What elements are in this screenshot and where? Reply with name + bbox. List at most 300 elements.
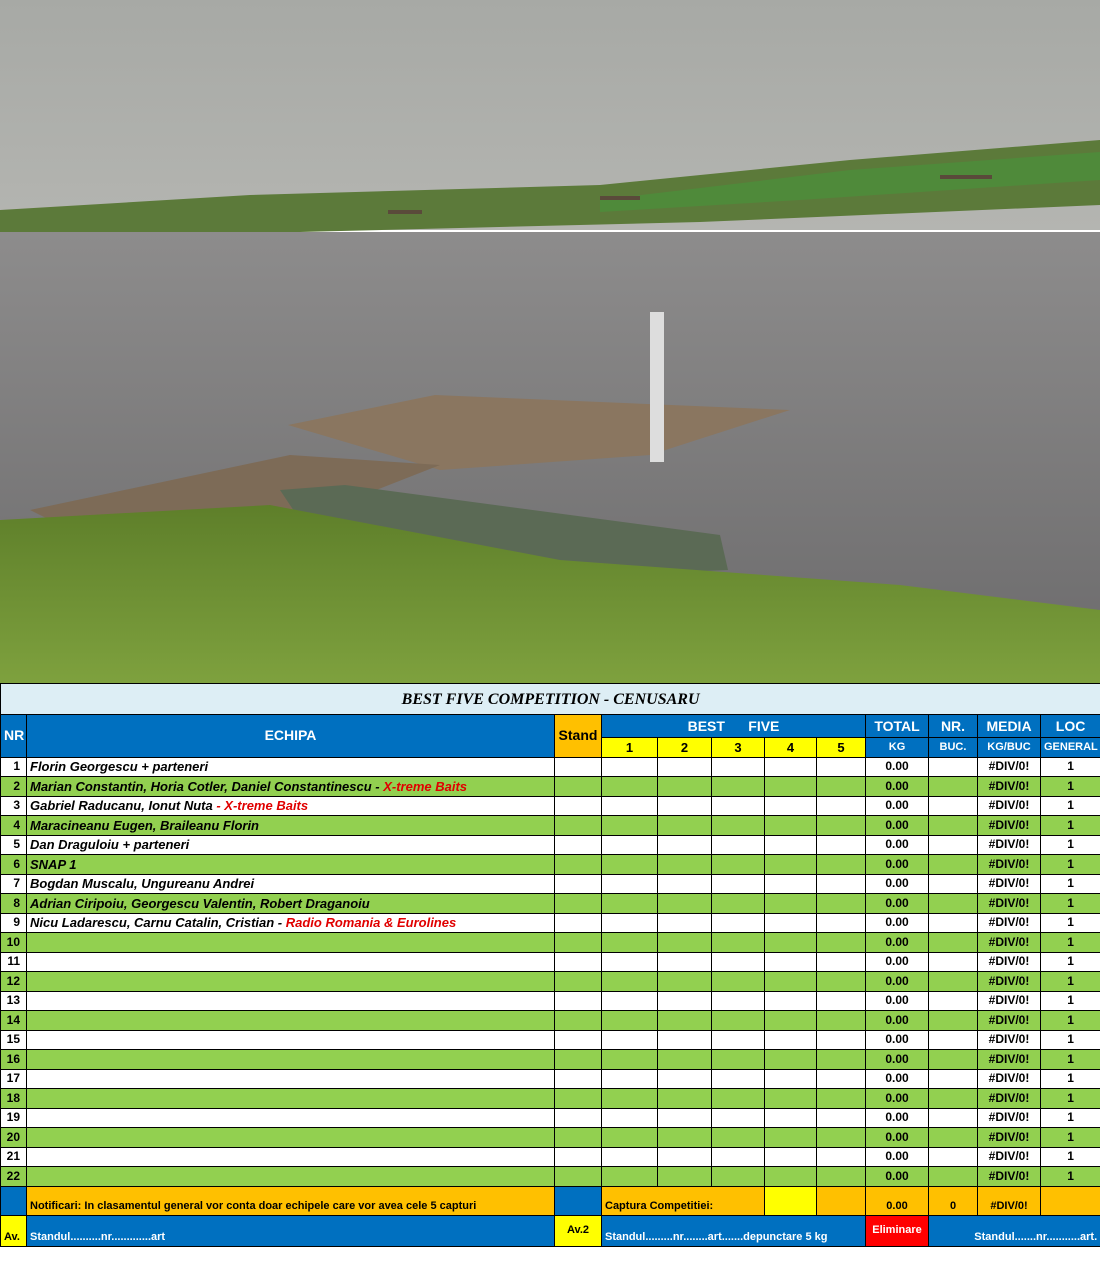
row-total-kg: 0.00 bbox=[866, 835, 929, 855]
table-row bbox=[1, 796, 1100, 816]
row-best-2-cell[interactable] bbox=[658, 913, 712, 933]
row-total-kg: 0.00 bbox=[866, 894, 929, 914]
header-buc: BUC. bbox=[929, 738, 978, 758]
row-best-3-cell[interactable] bbox=[712, 1108, 765, 1128]
header-best-five bbox=[602, 715, 866, 738]
table-row bbox=[1, 757, 1100, 777]
row-best-4-cell[interactable] bbox=[765, 1108, 817, 1128]
row-best-2-cell[interactable] bbox=[658, 874, 712, 894]
row-nr-buc-cell[interactable] bbox=[929, 1128, 978, 1148]
table-row bbox=[1, 1108, 1100, 1128]
footer-blue-cell-2 bbox=[555, 1186, 602, 1215]
row-team[interactable] bbox=[27, 972, 555, 992]
row-best-5-cell[interactable] bbox=[817, 894, 866, 914]
row-total-kg: 0.00 bbox=[866, 1167, 929, 1187]
row-team[interactable] bbox=[27, 1030, 555, 1050]
row-nr: 7 bbox=[1, 874, 27, 894]
row-stand-cell[interactable] bbox=[555, 933, 602, 953]
header-col-4: 4 bbox=[765, 738, 817, 758]
row-loc: 1 bbox=[1041, 952, 1100, 972]
header-media: MEDIA bbox=[978, 715, 1041, 738]
row-best-2-cell[interactable] bbox=[658, 991, 712, 1011]
row-best-5-cell[interactable] bbox=[817, 1089, 866, 1109]
row-best-1-cell[interactable] bbox=[602, 1089, 658, 1109]
row-best-4-cell[interactable] bbox=[765, 991, 817, 1011]
row-nr: 5 bbox=[1, 835, 27, 855]
row-best-5-cell[interactable] bbox=[817, 816, 866, 836]
row-best-2-cell[interactable] bbox=[658, 1147, 712, 1167]
table-row bbox=[1, 835, 1100, 855]
row-best-1-cell[interactable] bbox=[602, 1147, 658, 1167]
team-name: Dan Draguloiu + parteneri bbox=[30, 837, 190, 853]
row-loc: 1 bbox=[1041, 894, 1100, 914]
row-team[interactable] bbox=[27, 796, 555, 816]
footer-orange-cell bbox=[817, 1186, 866, 1215]
results-sheet bbox=[0, 683, 1100, 1263]
row-best-3-cell[interactable] bbox=[712, 1030, 765, 1050]
row-nr: 16 bbox=[1, 1050, 27, 1070]
row-best-4-cell[interactable] bbox=[765, 855, 817, 875]
row-stand-cell[interactable] bbox=[555, 816, 602, 836]
row-best-1-cell[interactable] bbox=[602, 1167, 658, 1187]
row-total-kg: 0.00 bbox=[866, 855, 929, 875]
team-name: Adrian Ciripoiu, Georgescu Valentin, Robert Draganoiu bbox=[30, 895, 370, 911]
table-row bbox=[1, 1050, 1100, 1070]
team-sponsor: X-treme Baits bbox=[383, 778, 468, 794]
row-best-4-cell[interactable] bbox=[765, 1147, 817, 1167]
row-nr-buc-cell[interactable] bbox=[929, 991, 978, 1011]
row-stand-cell[interactable] bbox=[555, 835, 602, 855]
row-team[interactable] bbox=[27, 1011, 555, 1031]
row-nr-buc-cell[interactable] bbox=[929, 913, 978, 933]
footer-orange-cell-2 bbox=[1041, 1186, 1100, 1215]
row-stand-cell[interactable] bbox=[555, 1147, 602, 1167]
table-row bbox=[1, 816, 1100, 836]
row-stand-cell[interactable] bbox=[555, 855, 602, 875]
table-row bbox=[1, 1089, 1100, 1109]
team-name: Nicu Ladarescu, Carnu Catalin, Cristian - bbox=[30, 915, 286, 931]
row-loc: 1 bbox=[1041, 1069, 1100, 1089]
row-best-1-cell[interactable] bbox=[602, 855, 658, 875]
table-row bbox=[1, 933, 1100, 953]
row-total-kg: 0.00 bbox=[866, 1147, 929, 1167]
header-stand: Stand bbox=[555, 715, 602, 758]
row-best-3-cell[interactable] bbox=[712, 894, 765, 914]
row-total-kg: 0.00 bbox=[866, 933, 929, 953]
row-best-4-cell[interactable] bbox=[765, 874, 817, 894]
row-nr: 9 bbox=[1, 913, 27, 933]
row-media: #DIV/0! bbox=[978, 1108, 1041, 1128]
row-best-2-cell[interactable] bbox=[658, 816, 712, 836]
row-best-1-cell[interactable] bbox=[602, 952, 658, 972]
row-best-5-cell[interactable] bbox=[817, 757, 866, 777]
row-best-4-cell[interactable] bbox=[765, 1050, 817, 1070]
row-nr: 6 bbox=[1, 855, 27, 875]
row-best-1-cell[interactable] bbox=[602, 816, 658, 836]
row-media: #DIV/0! bbox=[978, 894, 1041, 914]
row-team[interactable] bbox=[27, 1147, 555, 1167]
row-best-2-cell[interactable] bbox=[658, 855, 712, 875]
row-best-4-cell[interactable] bbox=[765, 1089, 817, 1109]
row-nr-buc-cell[interactable] bbox=[929, 757, 978, 777]
row-best-2-cell[interactable] bbox=[658, 835, 712, 855]
row-best-1-cell[interactable] bbox=[602, 894, 658, 914]
row-stand-cell[interactable] bbox=[555, 1108, 602, 1128]
row-stand-cell[interactable] bbox=[555, 972, 602, 992]
row-best-5-cell[interactable] bbox=[817, 1147, 866, 1167]
row-best-1-cell[interactable] bbox=[602, 757, 658, 777]
table-row bbox=[1, 1069, 1100, 1089]
row-best-5-cell[interactable] bbox=[817, 933, 866, 953]
row-nr-buc-cell[interactable] bbox=[929, 1167, 978, 1187]
row-best-3-cell[interactable] bbox=[712, 1089, 765, 1109]
row-loc: 1 bbox=[1041, 972, 1100, 992]
row-team[interactable] bbox=[27, 894, 555, 914]
row-loc: 1 bbox=[1041, 777, 1100, 797]
row-best-3-cell[interactable] bbox=[712, 757, 765, 777]
row-team[interactable] bbox=[27, 1069, 555, 1089]
row-team[interactable] bbox=[27, 816, 555, 836]
row-best-3-cell[interactable] bbox=[712, 913, 765, 933]
row-team[interactable] bbox=[27, 1108, 555, 1128]
team-name: Florin Georgescu + parteneri bbox=[30, 759, 209, 775]
row-best-5-cell[interactable] bbox=[817, 913, 866, 933]
row-best-2-cell[interactable] bbox=[658, 1050, 712, 1070]
table-row bbox=[1, 972, 1100, 992]
row-nr-buc-cell[interactable] bbox=[929, 796, 978, 816]
row-nr: 17 bbox=[1, 1069, 27, 1089]
row-nr: 4 bbox=[1, 816, 27, 836]
row-media: #DIV/0! bbox=[978, 757, 1041, 777]
row-nr-buc-cell[interactable] bbox=[929, 1011, 978, 1031]
row-team[interactable] bbox=[27, 1167, 555, 1187]
row-best-3-cell[interactable] bbox=[712, 1050, 765, 1070]
row-nr: 3 bbox=[1, 796, 27, 816]
header-best: BEST bbox=[687, 717, 725, 734]
row-media: #DIV/0! bbox=[978, 1128, 1041, 1148]
row-best-2-cell[interactable] bbox=[658, 1030, 712, 1050]
row-stand-cell[interactable] bbox=[555, 1011, 602, 1031]
row-best-2-cell[interactable] bbox=[658, 972, 712, 992]
row-nr: 1 bbox=[1, 757, 27, 777]
row-stand-cell[interactable] bbox=[555, 991, 602, 1011]
header-general: GENERAL bbox=[1041, 738, 1100, 758]
row-nr-buc-cell[interactable] bbox=[929, 855, 978, 875]
row-stand-cell[interactable] bbox=[555, 1030, 602, 1050]
row-total-kg: 0.00 bbox=[866, 913, 929, 933]
row-loc: 1 bbox=[1041, 835, 1100, 855]
row-best-3-cell[interactable] bbox=[712, 1147, 765, 1167]
row-nr-buc-cell[interactable] bbox=[929, 835, 978, 855]
row-best-4-cell[interactable] bbox=[765, 1069, 817, 1089]
row-media: #DIV/0! bbox=[978, 1011, 1041, 1031]
row-best-5-cell[interactable] bbox=[817, 1167, 866, 1187]
table-row bbox=[1, 1011, 1100, 1031]
row-best-1-cell[interactable] bbox=[602, 874, 658, 894]
row-nr-buc-cell[interactable] bbox=[929, 972, 978, 992]
row-total-kg: 0.00 bbox=[866, 816, 929, 836]
row-total-kg: 0.00 bbox=[866, 991, 929, 1011]
row-total-kg: 0.00 bbox=[866, 1030, 929, 1050]
row-nr: 20 bbox=[1, 1128, 27, 1148]
header-kgbuc: KG/BUC bbox=[978, 738, 1041, 758]
row-best-5-cell[interactable] bbox=[817, 1030, 866, 1050]
footer-blue-cell bbox=[1, 1186, 27, 1215]
row-stand-cell[interactable] bbox=[555, 1069, 602, 1089]
row-best-5-cell[interactable] bbox=[817, 874, 866, 894]
table-row bbox=[1, 1167, 1100, 1187]
row-nr-buc-cell[interactable] bbox=[929, 777, 978, 797]
row-total-kg: 0.00 bbox=[866, 1011, 929, 1031]
row-best-2-cell[interactable] bbox=[658, 1089, 712, 1109]
row-stand-cell[interactable] bbox=[555, 874, 602, 894]
footer-av: Av. bbox=[1, 1215, 27, 1246]
row-nr: 10 bbox=[1, 933, 27, 953]
row-nr-buc-cell[interactable] bbox=[929, 1069, 978, 1089]
row-media: #DIV/0! bbox=[978, 991, 1041, 1011]
row-stand-cell[interactable] bbox=[555, 777, 602, 797]
row-nr: 15 bbox=[1, 1030, 27, 1050]
row-media: #DIV/0! bbox=[978, 1030, 1041, 1050]
row-stand-cell[interactable] bbox=[555, 952, 602, 972]
row-team[interactable] bbox=[27, 757, 555, 777]
row-best-4-cell[interactable] bbox=[765, 1128, 817, 1148]
row-best-2-cell[interactable] bbox=[658, 894, 712, 914]
row-best-4-cell[interactable] bbox=[765, 835, 817, 855]
row-total-kg: 0.00 bbox=[866, 1089, 929, 1109]
row-best-5-cell[interactable] bbox=[817, 1128, 866, 1148]
row-best-4-cell[interactable] bbox=[765, 913, 817, 933]
row-best-2-cell[interactable] bbox=[658, 1069, 712, 1089]
footer-captura-nr: 0 bbox=[929, 1186, 978, 1215]
row-best-5-cell[interactable] bbox=[817, 991, 866, 1011]
header-col-1: 1 bbox=[602, 738, 658, 758]
row-loc: 1 bbox=[1041, 933, 1100, 953]
row-best-4-cell[interactable] bbox=[765, 952, 817, 972]
table-row bbox=[1, 1128, 1100, 1148]
row-total-kg: 0.00 bbox=[866, 874, 929, 894]
row-nr: 12 bbox=[1, 972, 27, 992]
team-name: SNAP 1 bbox=[30, 856, 77, 872]
row-best-4-cell[interactable] bbox=[765, 777, 817, 797]
row-best-4-cell[interactable] bbox=[765, 796, 817, 816]
row-best-5-cell[interactable] bbox=[817, 972, 866, 992]
row-total-kg: 0.00 bbox=[866, 777, 929, 797]
row-nr: 21 bbox=[1, 1147, 27, 1167]
row-nr: 2 bbox=[1, 777, 27, 797]
row-media: #DIV/0! bbox=[978, 1050, 1041, 1070]
table-row bbox=[1, 855, 1100, 875]
row-media: #DIV/0! bbox=[978, 816, 1041, 836]
row-nr: 8 bbox=[1, 894, 27, 914]
row-team[interactable] bbox=[27, 913, 555, 933]
row-best-3-cell[interactable] bbox=[712, 952, 765, 972]
row-best-1-cell[interactable] bbox=[602, 1108, 658, 1128]
row-best-5-cell[interactable] bbox=[817, 777, 866, 797]
row-best-4-cell[interactable] bbox=[765, 1011, 817, 1031]
row-media: #DIV/0! bbox=[978, 1069, 1041, 1089]
row-best-3-cell[interactable] bbox=[712, 972, 765, 992]
header-col-3: 3 bbox=[712, 738, 765, 758]
row-nr: 11 bbox=[1, 952, 27, 972]
row-best-4-cell[interactable] bbox=[765, 757, 817, 777]
row-team[interactable] bbox=[27, 952, 555, 972]
row-best-1-cell[interactable] bbox=[602, 1128, 658, 1148]
row-total-kg: 0.00 bbox=[866, 1128, 929, 1148]
row-stand-cell[interactable] bbox=[555, 1128, 602, 1148]
row-best-5-cell[interactable] bbox=[817, 1069, 866, 1089]
results-table bbox=[0, 683, 1100, 1247]
footer-standul-1: Standul..........nr.............art bbox=[27, 1215, 555, 1246]
row-nr-buc-cell[interactable] bbox=[929, 874, 978, 894]
row-best-3-cell[interactable] bbox=[712, 991, 765, 1011]
row-stand-cell[interactable] bbox=[555, 1050, 602, 1070]
row-nr: 14 bbox=[1, 1011, 27, 1031]
row-best-3-cell[interactable] bbox=[712, 796, 765, 816]
sheet-title: BEST FIVE COMPETITION - CENUSARU bbox=[1, 684, 1100, 715]
row-team[interactable] bbox=[27, 835, 555, 855]
table-row bbox=[1, 894, 1100, 914]
row-best-3-cell[interactable] bbox=[712, 855, 765, 875]
row-best-2-cell[interactable] bbox=[658, 796, 712, 816]
row-nr-buc-cell[interactable] bbox=[929, 933, 978, 953]
team-sponsor: - X-treme Baits bbox=[216, 798, 309, 814]
row-best-3-cell[interactable] bbox=[712, 1011, 765, 1031]
footer-captura-total: 0.00 bbox=[866, 1186, 929, 1215]
row-best-5-cell[interactable] bbox=[817, 1050, 866, 1070]
row-best-3-cell[interactable] bbox=[712, 1069, 765, 1089]
row-loc: 1 bbox=[1041, 1050, 1100, 1070]
row-best-2-cell[interactable] bbox=[658, 1128, 712, 1148]
header-kg: KG bbox=[866, 738, 929, 758]
row-best-1-cell[interactable] bbox=[602, 933, 658, 953]
row-best-3-cell[interactable] bbox=[712, 933, 765, 953]
row-loc: 1 bbox=[1041, 1167, 1100, 1187]
row-best-3-cell[interactable] bbox=[712, 1128, 765, 1148]
row-nr-buc-cell[interactable] bbox=[929, 1030, 978, 1050]
row-best-1-cell[interactable] bbox=[602, 991, 658, 1011]
row-best-5-cell[interactable] bbox=[817, 855, 866, 875]
footer-av2: Av.2 bbox=[555, 1215, 602, 1246]
header-five: FIVE bbox=[748, 717, 780, 734]
header-col-5: 5 bbox=[817, 738, 866, 758]
row-best-1-cell[interactable] bbox=[602, 1030, 658, 1050]
row-team[interactable] bbox=[27, 991, 555, 1011]
row-best-2-cell[interactable] bbox=[658, 1167, 712, 1187]
row-best-2-cell[interactable] bbox=[658, 1011, 712, 1031]
header-nr: NR bbox=[1, 715, 27, 758]
row-team[interactable] bbox=[27, 1128, 555, 1148]
row-loc: 1 bbox=[1041, 816, 1100, 836]
row-best-1-cell[interactable] bbox=[602, 1069, 658, 1089]
row-best-4-cell[interactable] bbox=[765, 933, 817, 953]
footer-captura-media: #DIV/0! bbox=[978, 1186, 1041, 1215]
row-nr-buc-cell[interactable] bbox=[929, 894, 978, 914]
row-best-5-cell[interactable] bbox=[817, 835, 866, 855]
row-best-5-cell[interactable] bbox=[817, 1011, 866, 1031]
row-stand-cell[interactable] bbox=[555, 757, 602, 777]
row-stand-cell[interactable] bbox=[555, 1167, 602, 1187]
row-nr-buc-cell[interactable] bbox=[929, 1089, 978, 1109]
row-best-1-cell[interactable] bbox=[602, 796, 658, 816]
row-media: #DIV/0! bbox=[978, 972, 1041, 992]
row-best-4-cell[interactable] bbox=[765, 894, 817, 914]
row-total-kg: 0.00 bbox=[866, 1069, 929, 1089]
row-loc: 1 bbox=[1041, 913, 1100, 933]
row-best-2-cell[interactable] bbox=[658, 933, 712, 953]
row-stand-cell[interactable] bbox=[555, 913, 602, 933]
row-stand-cell[interactable] bbox=[555, 796, 602, 816]
row-best-5-cell[interactable] bbox=[817, 952, 866, 972]
row-nr: 13 bbox=[1, 991, 27, 1011]
row-best-1-cell[interactable] bbox=[602, 1011, 658, 1031]
row-best-3-cell[interactable] bbox=[712, 816, 765, 836]
row-loc: 1 bbox=[1041, 855, 1100, 875]
table-row bbox=[1, 1147, 1100, 1167]
row-best-4-cell[interactable] bbox=[765, 1167, 817, 1187]
header-nr2: NR. bbox=[929, 715, 978, 738]
row-total-kg: 0.00 bbox=[866, 1108, 929, 1128]
row-team[interactable] bbox=[27, 777, 555, 797]
row-total-kg: 0.00 bbox=[866, 796, 929, 816]
row-best-3-cell[interactable] bbox=[712, 835, 765, 855]
row-nr-buc-cell[interactable] bbox=[929, 1147, 978, 1167]
row-best-2-cell[interactable] bbox=[658, 757, 712, 777]
row-media: #DIV/0! bbox=[978, 835, 1041, 855]
row-best-4-cell[interactable] bbox=[765, 816, 817, 836]
row-best-1-cell[interactable] bbox=[602, 1050, 658, 1070]
row-nr-buc-cell[interactable] bbox=[929, 1050, 978, 1070]
table-row bbox=[1, 777, 1100, 797]
row-best-3-cell[interactable] bbox=[712, 777, 765, 797]
row-best-3-cell[interactable] bbox=[712, 874, 765, 894]
row-media: #DIV/0! bbox=[978, 777, 1041, 797]
row-best-4-cell[interactable] bbox=[765, 1030, 817, 1050]
row-nr-buc-cell[interactable] bbox=[929, 816, 978, 836]
row-best-1-cell[interactable] bbox=[602, 777, 658, 797]
row-best-1-cell[interactable] bbox=[602, 972, 658, 992]
row-team[interactable] bbox=[27, 1089, 555, 1109]
row-total-kg: 0.00 bbox=[866, 1050, 929, 1070]
row-best-2-cell[interactable] bbox=[658, 1108, 712, 1128]
footer-yellow-cell bbox=[765, 1186, 817, 1215]
row-best-1-cell[interactable] bbox=[602, 913, 658, 933]
row-best-1-cell[interactable] bbox=[602, 835, 658, 855]
row-best-2-cell[interactable] bbox=[658, 777, 712, 797]
row-best-5-cell[interactable] bbox=[817, 796, 866, 816]
footer-eliminare: Eliminare bbox=[866, 1215, 929, 1246]
footer-standul-3: Standul.......nr...........art. bbox=[929, 1215, 1100, 1246]
row-best-4-cell[interactable] bbox=[765, 972, 817, 992]
row-nr-buc-cell[interactable] bbox=[929, 1108, 978, 1128]
row-team[interactable] bbox=[27, 1050, 555, 1070]
row-stand-cell[interactable] bbox=[555, 894, 602, 914]
row-nr: 22 bbox=[1, 1167, 27, 1187]
row-team[interactable] bbox=[27, 855, 555, 875]
row-loc: 1 bbox=[1041, 1030, 1100, 1050]
row-loc: 1 bbox=[1041, 991, 1100, 1011]
row-team[interactable] bbox=[27, 933, 555, 953]
row-media: #DIV/0! bbox=[978, 1167, 1041, 1187]
row-media: #DIV/0! bbox=[978, 913, 1041, 933]
row-team[interactable] bbox=[27, 874, 555, 894]
row-nr-buc-cell[interactable] bbox=[929, 952, 978, 972]
row-best-3-cell[interactable] bbox=[712, 1167, 765, 1187]
row-best-2-cell[interactable] bbox=[658, 952, 712, 972]
header-col-2: 2 bbox=[658, 738, 712, 758]
row-stand-cell[interactable] bbox=[555, 1089, 602, 1109]
row-best-5-cell[interactable] bbox=[817, 1108, 866, 1128]
